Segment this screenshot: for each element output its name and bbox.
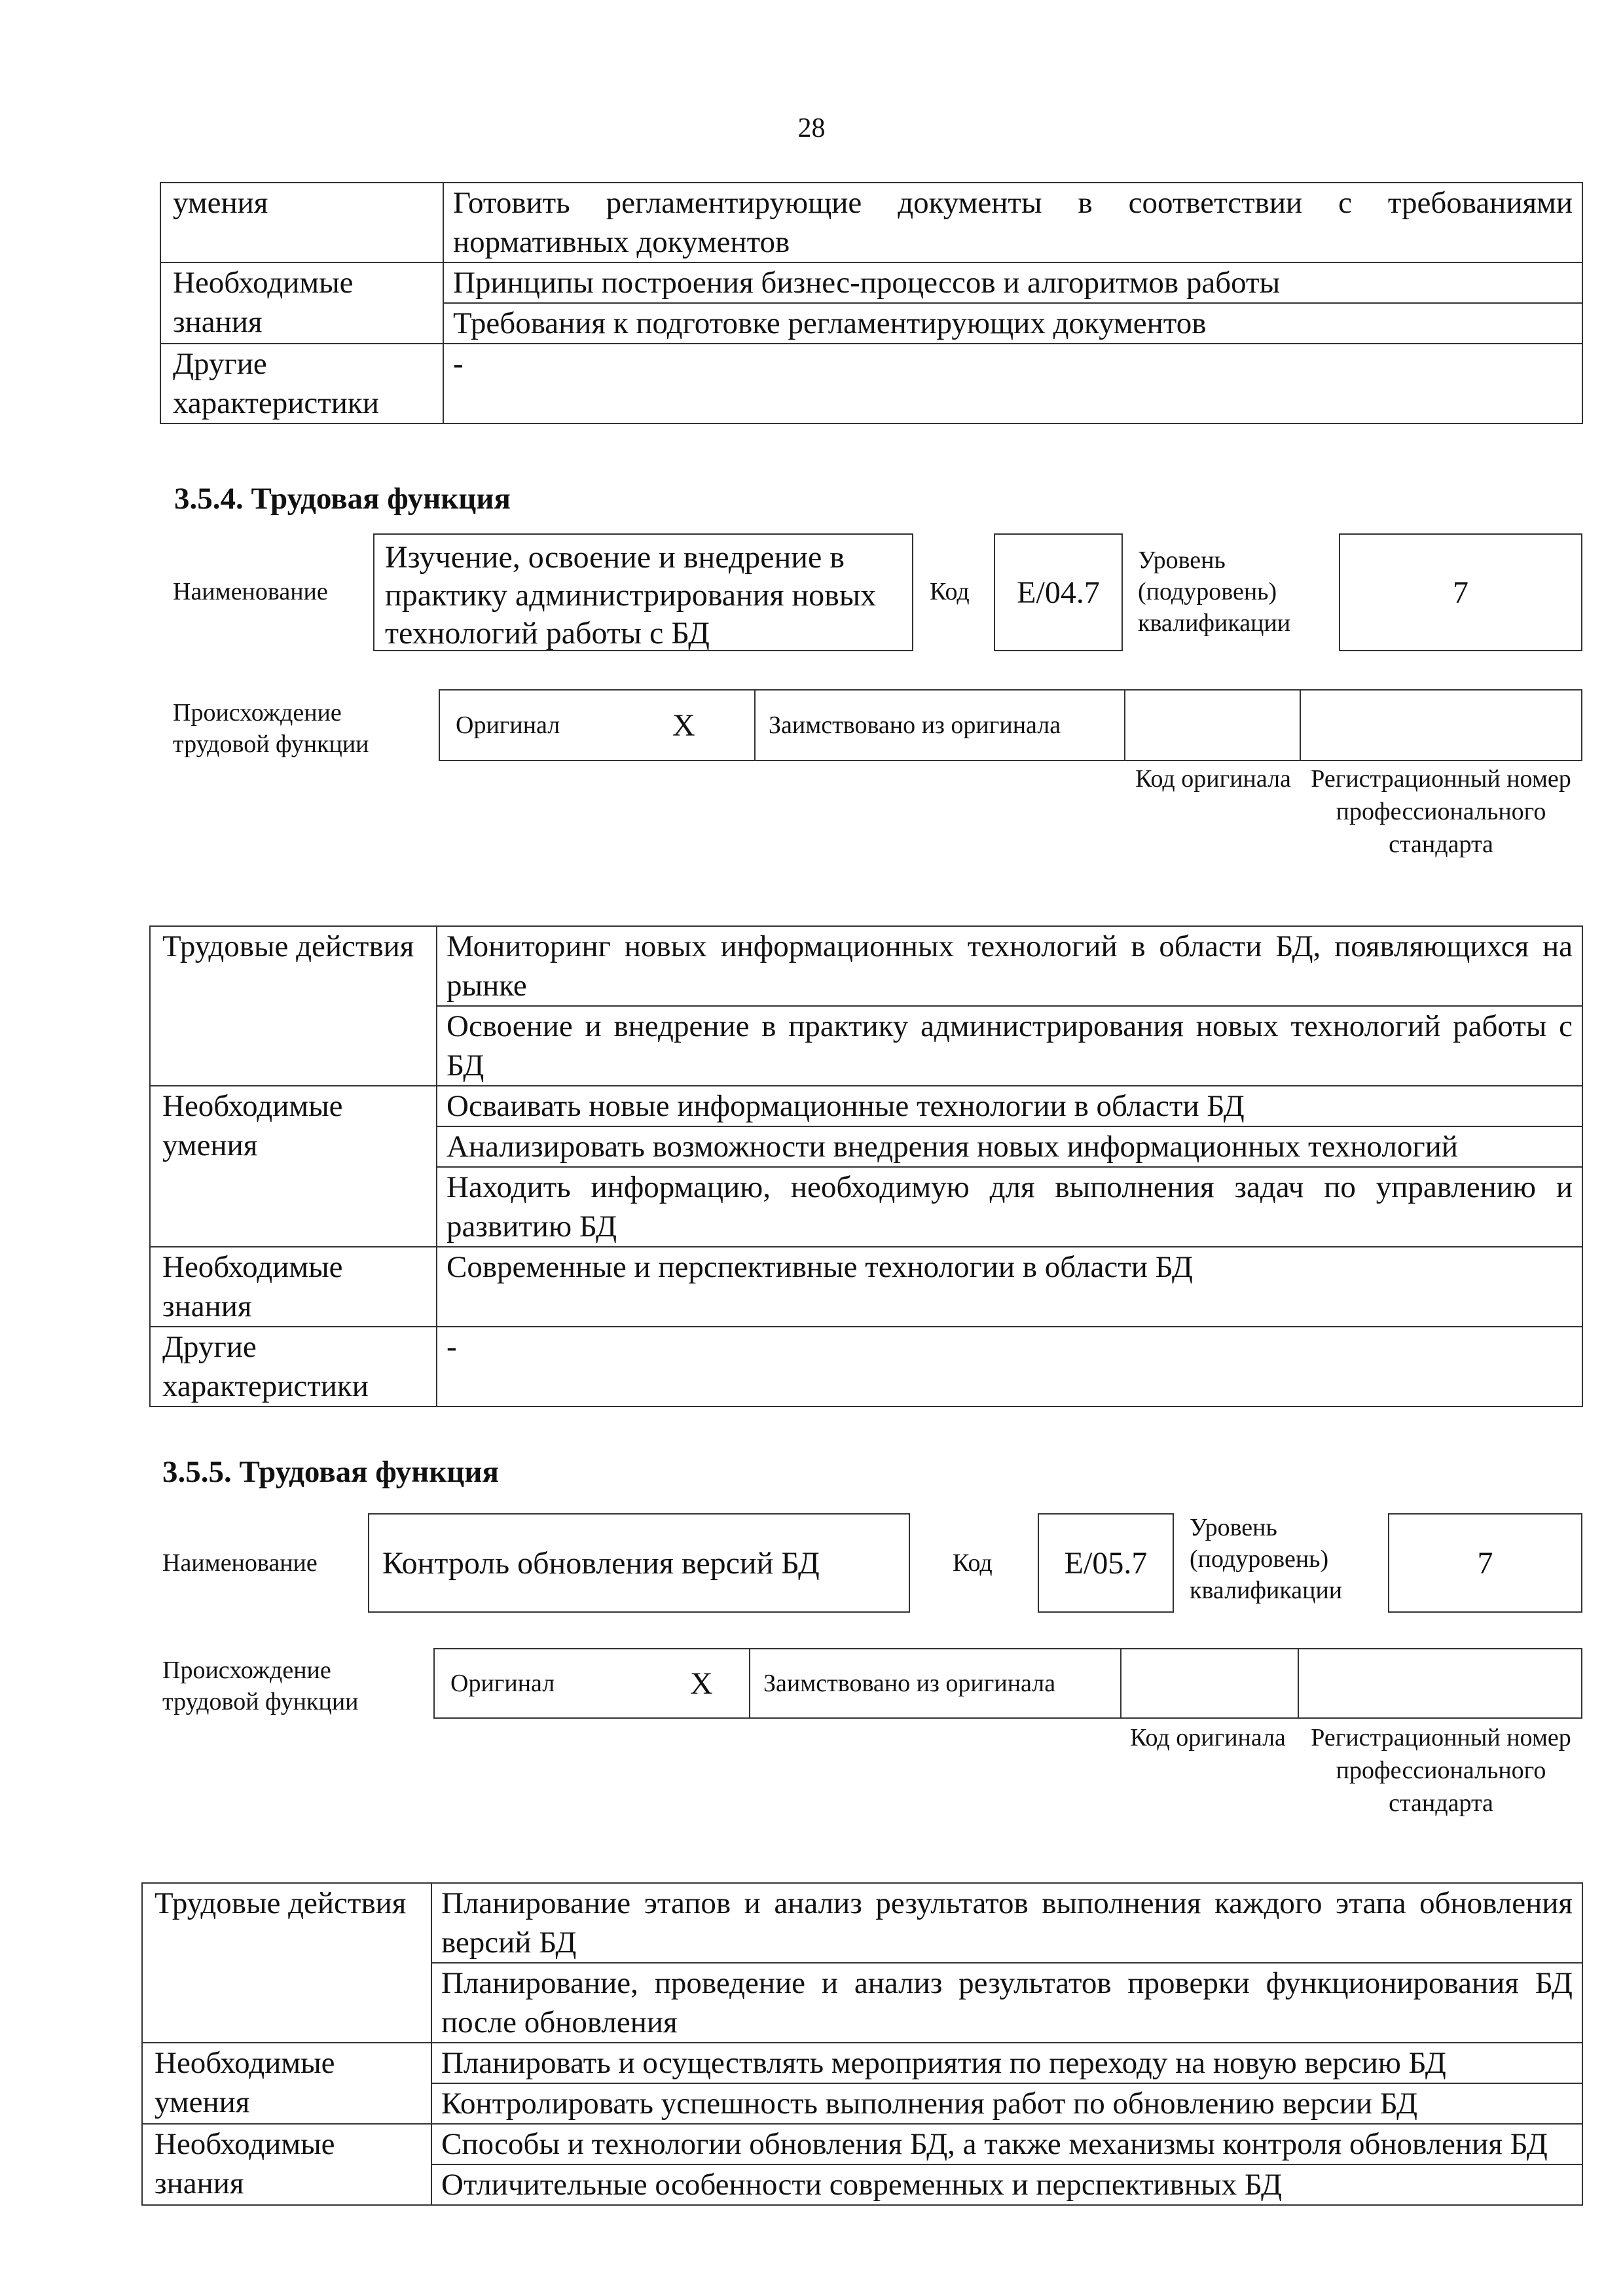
table-row	[160, 344, 1582, 423]
table-row	[150, 926, 1582, 1006]
table-row	[160, 183, 1582, 262]
table-row	[150, 1327, 1582, 1407]
origin-mark: X	[690, 1666, 713, 1701]
row-label: умения	[160, 183, 443, 262]
table-355	[141, 1882, 1583, 2206]
section-heading-355: 3.5.5. Трудовая функция	[162, 1455, 499, 1489]
row-label: Необходимые умения	[150, 1086, 437, 1247]
name-value-box	[373, 533, 913, 651]
row-label: Другие характеристики	[150, 1327, 437, 1407]
table-row	[142, 2124, 1582, 2164]
origin-borrowed: Заимствовано из оригинала	[749, 1649, 1055, 1717]
row-item: Принципы построения бизнес-процессов и алгоритмов работы	[443, 262, 1582, 303]
code-label: Код	[953, 1549, 993, 1577]
row-label: Необходимые знания	[142, 2124, 431, 2205]
code-label: Код	[930, 578, 970, 605]
origin-reg-cell	[1300, 691, 1301, 760]
name-value-box	[368, 1513, 910, 1613]
name-label: Наименование	[173, 578, 328, 605]
level-value: 7	[1453, 575, 1468, 610]
origin-label: Происхождение трудовой функции	[162, 1657, 359, 1715]
level-value-box	[1339, 533, 1582, 651]
row-item: -	[437, 1327, 1582, 1407]
origin-reg-cell	[1298, 1649, 1299, 1717]
table-row	[142, 1883, 1582, 1963]
code-value-box	[994, 533, 1123, 651]
row-item: Анализировать возможности внедрения новых информационных технологий	[437, 1126, 1582, 1167]
origin-code-cell	[1124, 691, 1125, 760]
row-label: Трудовые действия	[142, 1883, 431, 2043]
row-label: Необходимые знания	[150, 1247, 437, 1327]
table-row	[150, 1247, 1582, 1327]
level-label: Уровень (подуровень) квалификации	[1190, 1514, 1343, 1604]
row-item: Отличительные особенности современных и перспективных БД	[431, 2164, 1582, 2205]
table-row	[160, 262, 1582, 303]
row-label: Другие характеристики	[160, 344, 443, 423]
table-354	[149, 925, 1583, 1407]
name-label: Наименование	[162, 1549, 318, 1577]
row-item: Находить информацию, необходимую для выполнения задач по управлению и развитию БД	[437, 1167, 1582, 1247]
row-item: Планирование, проведение и анализ результатов проверки функционирования БД после обновления	[431, 1963, 1582, 2043]
row-label: Необходимые знания	[160, 262, 443, 344]
row-item: Готовить регламентирующие документы в соответствии с требованиями нормативных документов	[443, 183, 1582, 262]
row-label: Трудовые действия	[150, 926, 437, 1086]
caption-reg: Регистрационный номер профессионального стандарта	[1311, 1724, 1571, 1817]
origin-code-cell	[1120, 1649, 1122, 1717]
origin-original: Оригинал	[456, 711, 560, 739]
caption-reg: Регистрационный номер профессионального стандарта	[1311, 765, 1571, 858]
code-value-box	[1038, 1513, 1174, 1613]
row-label: Необходимые умения	[142, 2043, 431, 2124]
level-value-box	[1388, 1513, 1582, 1613]
origin-borrowed: Заимствовано из оригинала	[754, 691, 1061, 760]
table-row	[142, 2043, 1582, 2083]
row-item: Освоение и внедрение в практику администрирования новых технологий работы с БД	[437, 1006, 1582, 1086]
row-item: Мониторинг новых информационных технологий в области БД, появляющихся на рынке	[437, 926, 1582, 1006]
row-item: Осваивать новые информационные технологии в области БД	[437, 1086, 1582, 1126]
row-item: Планировать и осуществлять мероприятия по переходу на новую версию БД	[431, 2043, 1582, 2083]
origin-mark: X	[672, 708, 695, 743]
code-value: E/04.7	[1017, 575, 1100, 610]
caption-code: Код оригинала	[1130, 1724, 1286, 1751]
name-value: Изучение, освоение и внедрение в практику администрирования новых технологий работы с БД	[385, 540, 877, 651]
row-item: -	[443, 344, 1582, 423]
top-table	[160, 182, 1583, 424]
row-item: Способы и технологии обновления БД, а также механизмы контроля обновления БД	[431, 2124, 1582, 2164]
level-label: Уровень (подуровень) квалификации	[1138, 547, 1291, 637]
origin-original: Оригинал	[450, 1670, 555, 1697]
name-value: Контроль обновления версий БД	[382, 1545, 820, 1581]
origin-table	[439, 689, 1582, 761]
origin-label: Происхождение трудовой функции	[173, 699, 369, 758]
caption-code: Код оригинала	[1135, 765, 1291, 793]
code-value: E/05.7	[1064, 1545, 1148, 1581]
level-value: 7	[1477, 1545, 1493, 1581]
row-item: Требования к подготовке регламентирующих документов	[443, 303, 1582, 344]
row-item: Контролировать успешность выполнения работ по обновлению версии БД	[431, 2083, 1582, 2124]
section-heading-354: 3.5.4. Трудовая функция	[174, 482, 511, 516]
page-number: 28	[797, 113, 826, 143]
origin-table	[433, 1648, 1582, 1719]
row-item: Планирование этапов и анализ результатов выполнения каждого этапа обновления версий БД	[431, 1883, 1582, 1963]
row-item: Современные и перспективные технологии в области БД	[437, 1247, 1582, 1327]
table-row	[150, 1086, 1582, 1126]
